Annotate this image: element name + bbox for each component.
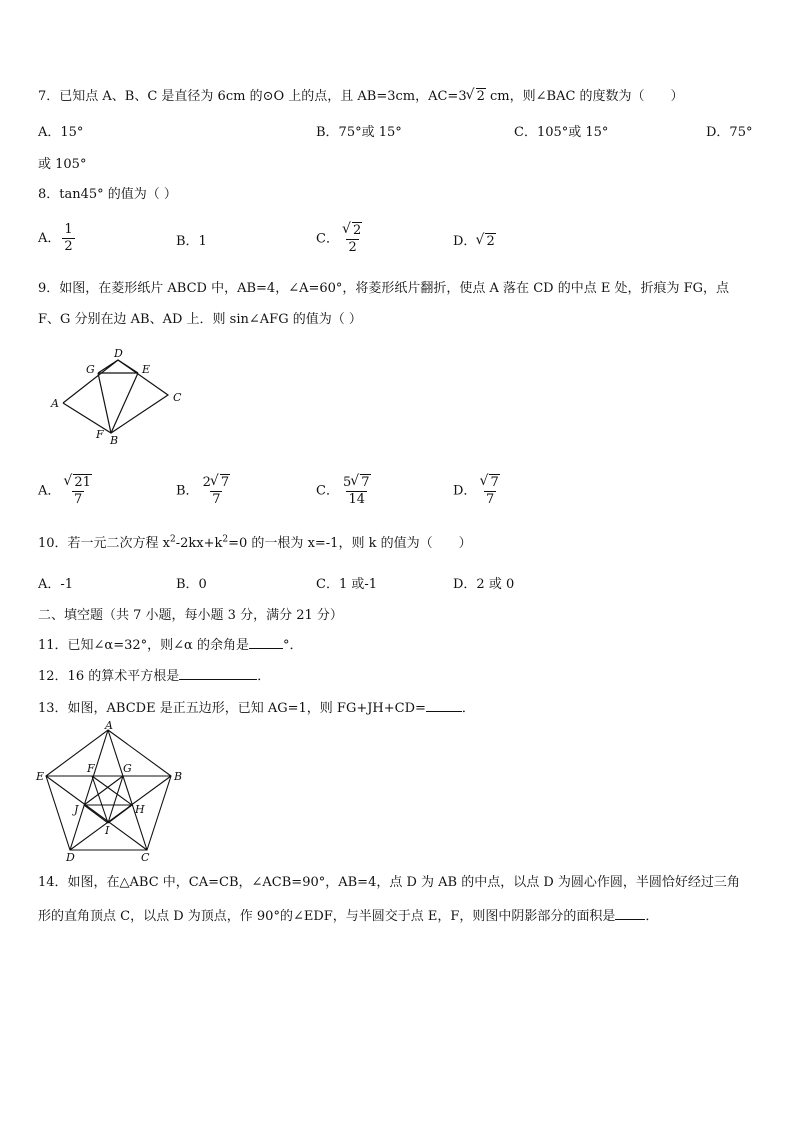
q10-option-a: A．-1 — [38, 577, 74, 592]
q7-option-d-wrap: 或 105° — [38, 157, 87, 172]
q8-option-d: D．√ 2 — [453, 233, 496, 251]
q8-option-b: B．1 — [176, 234, 207, 249]
q9-label-b: B — [110, 434, 119, 445]
q13-label-g: G — [123, 762, 132, 775]
q14-answer-blank[interactable] — [615, 905, 645, 920]
q13-label-b: B — [174, 770, 183, 783]
q9-label-d: D — [114, 347, 123, 360]
q13-label-f: F — [87, 762, 95, 775]
q10-stem: 10．若一元二次方程 $x^2-2kx+k^2=0$ 的一根为 x=-1，则 k 的值为（ ） — [38, 534, 472, 551]
q10-option-b: B．0 — [176, 577, 207, 592]
q13-label-a: A — [105, 720, 113, 732]
q7-option-c: C．105°或 15° — [514, 125, 609, 140]
q9-label-c: C — [173, 391, 182, 404]
q13-pentagon-figure — [34, 720, 184, 865]
q8-option-c: C． √ $\frac{2}{2}$ — [316, 222, 366, 256]
q10-option-c: C．1 或-1 — [316, 577, 378, 592]
q9-option-d: D． √ $\frac{7}{7}$ — [453, 474, 504, 508]
q12-stem: 12．16 的算术平方根是 ． — [38, 665, 270, 686]
q9-label-e: E — [142, 363, 151, 376]
q7-option-a: A．15° — [38, 125, 84, 140]
q13-stem: 13．如图，ABCDE 是正五边形，已知 AG=1，则 FG+JH+CD= ． — [38, 697, 475, 718]
q7-stem-a: 7．已知点 A、B、C 是直径为 6cm 的⊙O 上的点，且 AB=3cm，AC=3 — [38, 89, 467, 104]
q7-stem-b: cm，则∠BAC 的度数为（ ） — [485, 89, 684, 104]
q11-stem: 11．已知∠α=32°，则∠α 的余角是 °． — [38, 634, 302, 655]
q8-option-a: A． $\frac{1}{2}$ — [38, 222, 73, 254]
q9-label-f: F — [96, 428, 104, 441]
q12-answer-blank[interactable] — [179, 665, 257, 680]
q8-c-fraction: √ $\frac{2}{2}$ — [341, 222, 364, 256]
q9-option-a: A． √ $\frac{21}{7}$ — [38, 474, 96, 508]
q8-a-fraction: $\frac{1}{2}$ — [64, 222, 73, 254]
section-2-heading: 二、填空题（共 7 小题，每小题 3 分，满分 21 分） — [38, 608, 343, 623]
q9-label-g: G — [86, 363, 95, 376]
q9-option-b: B． $\frac{2√ 7}{7}$ — [176, 474, 234, 508]
q7-radical: √ 2 — [467, 88, 486, 105]
q13-label-i: I — [105, 824, 110, 837]
q9-label-a: A — [51, 397, 59, 410]
q9-option-c: C． $\frac{5√ 7}{14}$ — [316, 474, 375, 508]
q13-label-d: D — [66, 851, 75, 864]
q13-label-j: J — [74, 803, 79, 816]
q7-stem — [38, 88, 684, 106]
q14-line1: 14．如图，在△ABC 中，CA=CB，∠ACB=90°，AB=4，点 D 为 AB 的中点，以点 D 为圆心作圆，半圆恰好经过三角 — [38, 875, 740, 890]
q14-line2: 形的直角顶点 C，以点 D 为顶点，作 90°的∠EDF，与半圆交于点 E，F，则图中阴影部分的面积是 ． — [38, 905, 658, 926]
q13-answer-blank[interactable] — [426, 697, 462, 712]
q9-rhombus-figure — [46, 345, 196, 445]
q8-stem: 8．tan45° 的值为（ ） — [38, 187, 177, 202]
q9-line2: F、G 分别在边 AB、AD 上．则 sin∠AFG 的值为（ ） — [38, 312, 362, 327]
q13-label-c: C — [141, 851, 150, 864]
q9-line1: 9．如图，在菱形纸片 ABCD 中，AB=4，∠A=60°，将菱形纸片翻折，使点 A 落在 CD 的中点 E 处，折痕为 FG，点 — [38, 281, 729, 296]
q7-option-d: D．75° — [706, 125, 753, 140]
q10-option-d: D．2 或 0 — [453, 577, 515, 592]
q13-label-e: E — [36, 770, 45, 783]
q7-option-b: B．75°或 15° — [316, 125, 402, 140]
q13-label-h: H — [135, 803, 145, 816]
q11-answer-blank[interactable] — [249, 634, 283, 649]
